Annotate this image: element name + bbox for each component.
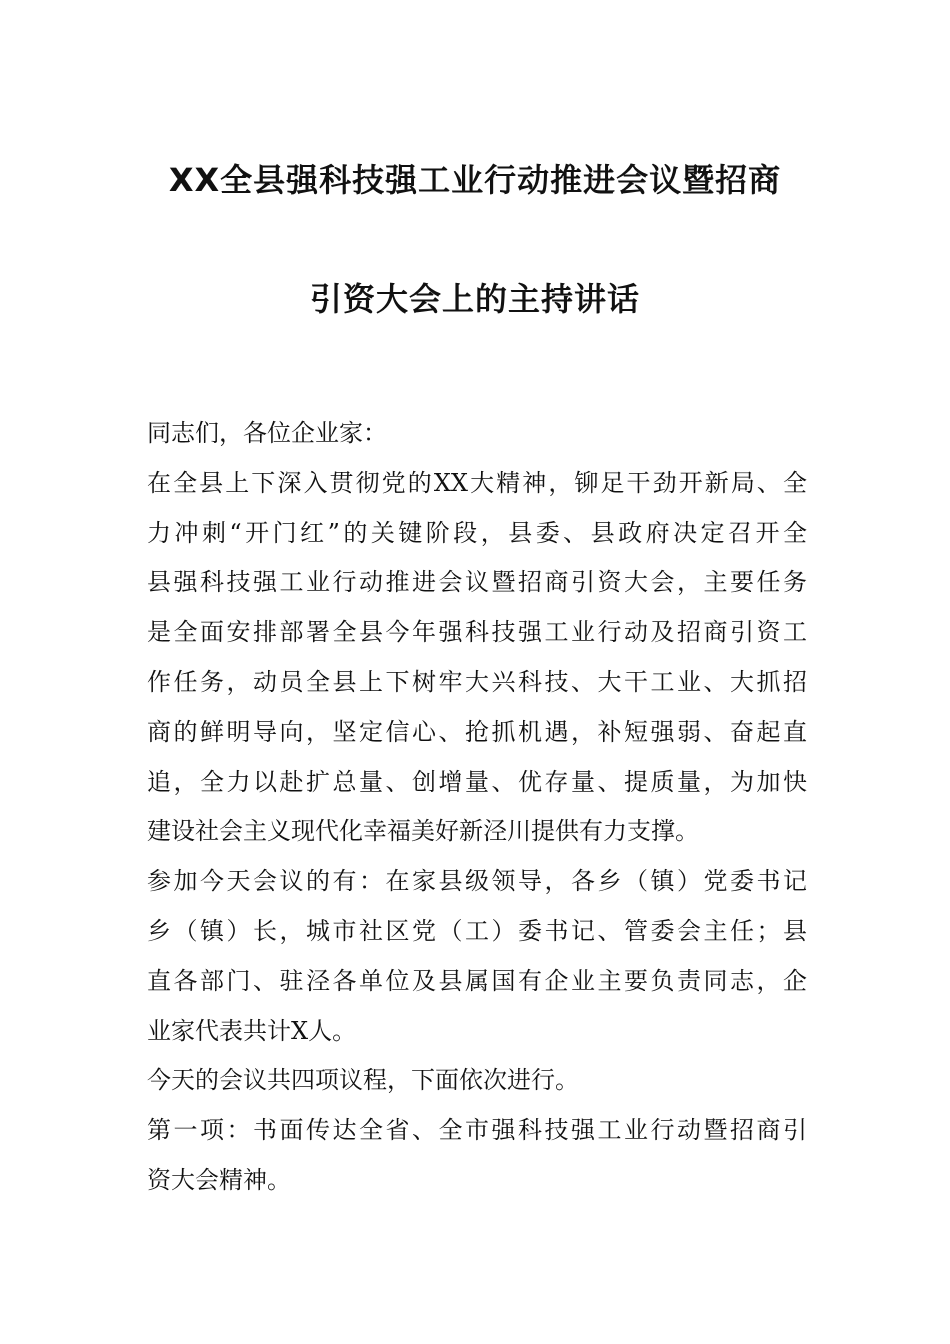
body-line: 县强科技强工业行动推进会议暨招商引资大会，主要任务 bbox=[147, 568, 807, 597]
greeting-line: 同志们，各位企业家： bbox=[147, 419, 387, 447]
body-line: 作任务，动员全县上下树牢大兴科技、大干工业、大抓招 bbox=[147, 667, 807, 696]
body-line: 今天的会议共四项议程，下面依次进行。 bbox=[147, 1066, 579, 1095]
document-body bbox=[147, 409, 807, 1206]
body-line: 建设社会主义现代化幸福美好新泾川提供有力支撑。 bbox=[147, 817, 699, 846]
body-line: 业家代表共计X人。 bbox=[147, 1016, 357, 1045]
body-line: 第一项：书面传达全省、全市强科技强工业行动暨招商引 bbox=[147, 1116, 807, 1145]
body-line: 在全县上下深入贯彻党的XX大精神，铆足干劲开新局、全 bbox=[147, 468, 807, 497]
body-line: 乡（镇）长，城市社区党（工）委书记、管委会主任；县 bbox=[147, 916, 807, 945]
document-title-line-2: 引资大会上的主持讲话 bbox=[309, 280, 640, 318]
body-line: 商的鲜明导向，坚定信心、抢抓机遇，补短强弱、奋起直 bbox=[147, 717, 807, 746]
body-line: 直各部门、驻泾各单位及县属国有企业主要负责同志，企 bbox=[147, 966, 807, 995]
body-line: 追，全力以赴扩总量、创增量、优存量、提质量，为加快 bbox=[147, 767, 807, 796]
document-title-line-1: XX全县强科技强工业行动推进会议暨招商 bbox=[168, 161, 782, 199]
body-line: 资大会精神。 bbox=[147, 1165, 291, 1194]
body-line: 参加今天会议的有：在家县级领导，各乡（镇）党委书记 bbox=[147, 867, 807, 896]
body-line: 力冲刺“开门红”的关键阶段，县委、县政府决定召开全 bbox=[147, 518, 807, 547]
body-line: 是全面安排部署全县今年强科技强工业行动及招商引资工 bbox=[147, 618, 807, 647]
